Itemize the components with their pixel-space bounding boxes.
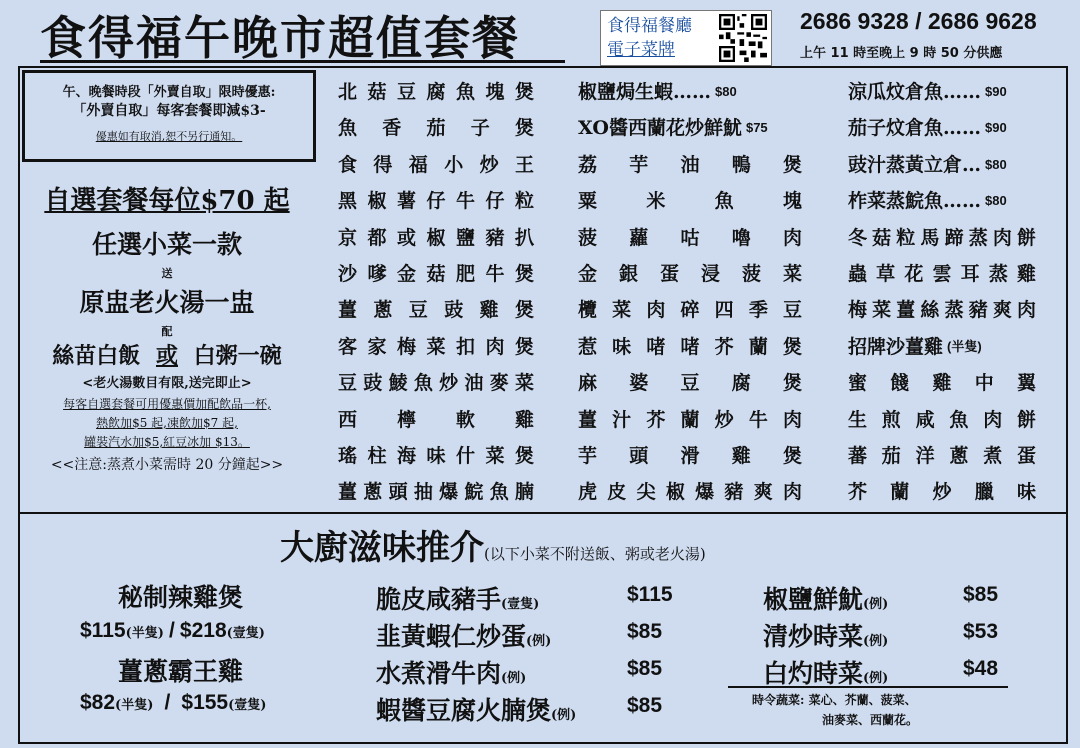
unit: (壹隻) <box>228 698 267 713</box>
menu-item-name: 荔芋油鴨煲 <box>578 153 802 176</box>
set-meal-title: 自選套餐每位$70 起 <box>44 186 290 216</box>
menu-item-name: 金銀蛋浸菠菜 <box>578 262 802 285</box>
chef-dish-name: 白灼時菜 <box>763 659 864 688</box>
set-meal-rice-congee <box>22 339 312 370</box>
menu-item-name: 芋頭滑雞煲 <box>578 444 802 467</box>
menu-item <box>578 329 808 365</box>
chef-dish-price: $115 <box>627 583 673 606</box>
menu-item-name: 芥蘭炒臘味 <box>848 481 1036 504</box>
unit: (壹隻) <box>226 626 265 641</box>
menu-item-name: 蟲草花雲耳蒸雞 <box>848 262 1036 285</box>
menu-item <box>338 74 538 110</box>
ginger-chicken-prices <box>80 691 266 715</box>
menu-item-name: 薑蔥頭抽爆鯇魚腩 <box>338 481 534 504</box>
qr-label <box>607 14 692 62</box>
menu-item <box>338 329 538 365</box>
chef-dish <box>376 580 539 616</box>
chef-dish-name: 蝦醬豆腐火腩煲 <box>376 696 552 725</box>
spicy-chicken-prices <box>80 619 265 643</box>
menu-item-name: 柞菜蒸鯇魚…… <box>848 190 982 213</box>
separator: / <box>164 691 171 714</box>
or-label: 或 <box>155 343 178 369</box>
chef-dish <box>376 617 551 653</box>
takeaway-promo-box <box>22 70 316 162</box>
menu-item-name: 食得福小炒王 <box>338 153 534 176</box>
menu-item-name: 薑蔥豆豉雞煲 <box>338 299 534 322</box>
promo-line2: 「外賣自取」每客套餐即減$3- <box>72 103 266 119</box>
chef-dish-unit: (例) <box>863 634 889 649</box>
chef-dish-price: $85 <box>963 583 999 606</box>
chef-dish-price: $85 <box>627 620 663 643</box>
menu-item-name: 涼瓜炆倉魚…… <box>848 81 982 103</box>
menu-item-name: 茄子炆倉魚…… <box>848 117 982 140</box>
chef-dish <box>376 691 576 727</box>
menu-item-name: 瑤柱海味什菜煲 <box>338 444 534 467</box>
menu-item <box>848 220 1040 256</box>
chef-dish-name: 韭黃蝦仁炒蛋 <box>376 622 527 651</box>
menu-item-name: 粟米魚塊 <box>578 190 802 213</box>
menu-item <box>338 183 538 219</box>
unit: (半隻) <box>115 698 154 713</box>
menu-item-name: 西檸軟雞 <box>338 408 534 431</box>
menu-item <box>578 147 808 183</box>
soup-limited-note: <老火湯數目有限,送完即止> <box>82 376 252 391</box>
phone-numbers[interactable]: 2686 9328 / 2686 9628 <box>800 8 1037 34</box>
menu-item-name: 虎皮尖椒爆豬爽肉 <box>578 481 802 504</box>
menu-item <box>338 474 538 510</box>
chef-dish-ginger-chicken: 薑蔥霸王雞 <box>118 657 244 686</box>
chef-dish-spicy-chicken: 秘制辣雞煲 <box>118 583 244 612</box>
menu-item <box>338 402 538 438</box>
title-underline <box>40 60 565 63</box>
chef-recommend-title: 大廚滋味推介 <box>280 528 484 568</box>
chef-recommend-heading <box>280 520 706 569</box>
menu-item-price: $90 <box>985 120 1007 136</box>
chef-dish-unit: (例) <box>501 671 527 686</box>
menu-item-name: 惹味啫啫芥蘭煲 <box>578 335 802 358</box>
menu-item-name: 北菇豆腐魚塊煲 <box>338 81 534 103</box>
menu-item <box>338 292 538 328</box>
menu-item-price: (半隻) <box>947 338 982 354</box>
menu-item-name: 招牌沙薑雞 <box>848 335 944 358</box>
chef-dish <box>763 617 888 653</box>
menu-column-3 <box>848 74 1040 511</box>
menu-item <box>338 256 538 292</box>
set-meal-section <box>22 180 312 474</box>
chef-recommend-subtitle: (以下小菜不附送飯、粥或老火湯) <box>484 545 706 563</box>
set-meal-connector-2: 配 <box>161 325 173 338</box>
menu-item <box>338 220 538 256</box>
drink-note-2: 熱飲加$5 起,凍飲加$7 起, <box>96 416 238 430</box>
separator: / <box>168 619 175 642</box>
menu-column-2 <box>578 74 808 511</box>
menu-item <box>848 183 1040 219</box>
chef-dish-unit: (例) <box>526 634 552 649</box>
page-title: 食得福午晚市超值套餐 <box>40 11 520 65</box>
price: $82 <box>80 691 116 714</box>
set-meal-connector-1: 送 <box>161 267 173 280</box>
chef-dish-price: $85 <box>627 657 663 680</box>
seasonal-line2: 油麥菜、西蘭花。 <box>822 713 919 727</box>
drink-addon-notes <box>22 395 312 452</box>
menu-item-name: 欖菜肉碎四季豆 <box>578 299 802 322</box>
chef-dish-unit: (例) <box>863 671 889 686</box>
menu-item-name: 魚香茄子煲 <box>338 117 534 140</box>
menu-item-name: 蕃茄洋蔥煮蛋 <box>848 444 1036 467</box>
menu-item <box>578 220 808 256</box>
menu-item-name: 冬菇粒馬蹄蒸肉餅 <box>848 226 1036 249</box>
seasonal-veg-note <box>752 690 918 730</box>
menu-item <box>578 74 808 110</box>
set-meal-soup: 原盅老火湯一盅 <box>79 288 255 317</box>
menu-item-price: $80 <box>985 156 1007 172</box>
unit: (半隻) <box>125 626 164 641</box>
menu-item <box>338 110 538 146</box>
menu-column-1 <box>338 74 538 511</box>
menu-item <box>578 183 808 219</box>
menu-item <box>578 474 808 510</box>
menu-item <box>848 329 1040 365</box>
menu-item <box>578 292 808 328</box>
menu-item-name: 客家梅菜扣肉煲 <box>338 335 534 358</box>
set-meal-choose-dish: 任選小菜一款 <box>91 230 242 259</box>
chef-dish-price: $85 <box>627 694 663 717</box>
menu-item <box>848 474 1040 510</box>
menu-item-price: $75 <box>745 120 768 136</box>
menu-item <box>578 365 808 401</box>
promo-line3: 優惠如有取消,恕不另行通知。 <box>95 130 243 143</box>
chef-dish-price: $48 <box>963 657 999 680</box>
promo-line1: 午、晚餐時段「外賣自取」限時優惠: <box>62 85 276 100</box>
menu-item-price: $80 <box>985 193 1007 209</box>
price: $218 <box>179 619 227 642</box>
chef-dish <box>376 654 526 690</box>
menu-item <box>848 147 1040 183</box>
menu-item-name: 豉汁蒸黃立倉… <box>848 153 982 176</box>
menu-item-price: $80 <box>715 84 737 99</box>
menu-item <box>848 110 1040 146</box>
menu-item-name: 薑汁芥蘭炒牛肉 <box>578 408 802 431</box>
menu-item <box>338 147 538 183</box>
menu-item-name: 蜜餞雞中翼 <box>848 372 1036 395</box>
chef-dish-price: $53 <box>963 620 999 643</box>
congee-label: 白粥一碗 <box>193 343 282 369</box>
menu-item <box>578 438 808 474</box>
menu-item-name: 黑椒薯仔牛仔粒 <box>338 190 534 213</box>
e-menu-qr-box[interactable] <box>600 10 772 66</box>
menu-item <box>848 365 1040 401</box>
rice-label: 絲苗白飯 <box>52 343 141 369</box>
menu-item <box>848 74 1040 110</box>
menu-item <box>338 438 538 474</box>
menu-item-name: 生煎咸魚肉餅 <box>848 408 1036 431</box>
price: $115 <box>80 619 126 642</box>
drink-note-1: 每客自選套餐可用優惠價加配飲品一杯, <box>63 397 271 411</box>
chef-dish-name: 椒鹽鮮魷 <box>763 585 864 614</box>
qr-label-line1: 食得福餐廳 <box>607 16 692 36</box>
seasonal-divider <box>728 686 1008 688</box>
chef-dish <box>763 580 888 616</box>
qr-label-line2: 電子菜牌 <box>607 40 675 60</box>
menu-item <box>848 256 1040 292</box>
menu-item <box>578 402 808 438</box>
chef-dish-unit: (例) <box>551 708 577 723</box>
menu-item-name: 菠蘿咕嚕肉 <box>578 226 802 249</box>
menu-item-name: 沙嗲金菇肥牛煲 <box>338 262 534 285</box>
menu-item-name: 椒鹽焗生蝦…… <box>578 81 712 103</box>
menu-item <box>848 292 1040 328</box>
chef-dish-name: 清炒時菜 <box>763 622 864 651</box>
menu-item <box>848 438 1040 474</box>
chef-dish-unit: (例) <box>863 597 889 612</box>
seasonal-line1: 時令蔬菜: 菜心、芥蘭、菠菜、 <box>752 693 917 707</box>
drink-note-3: 罐裝汽水加$5,紅豆冰加 $13。 <box>84 435 250 449</box>
menu-item-name: 豆豉鯪魚炒油麥菜 <box>338 372 534 395</box>
chef-dish-name: 水煮滑牛肉 <box>376 659 502 688</box>
menu-item-name: XO醬西蘭花炒鮮魷 <box>578 117 742 140</box>
menu-item-price: $90 <box>985 84 1007 99</box>
menu-item-name: 梅菜薑絲蒸豬爽肉 <box>848 299 1036 322</box>
chef-dish-name: 脆皮咸豬手 <box>376 585 502 614</box>
chef-dish <box>763 654 888 690</box>
price: $155 <box>181 691 229 714</box>
chef-dish-unit: (壹隻) <box>501 597 540 612</box>
qr-code-icon[interactable] <box>719 14 767 62</box>
steam-time-warning: <<注意:蒸煮小菜需時 20 分鐘起>> <box>50 457 284 473</box>
menu-item <box>578 110 808 146</box>
menu-item-name: 麻婆豆腐煲 <box>578 372 802 395</box>
menu-item-name: 京都或椒鹽豬扒 <box>338 226 534 249</box>
opening-hours: 上午 11 時至晚上 9 時 50 分供應 <box>800 46 1003 61</box>
menu-item <box>848 402 1040 438</box>
menu-item <box>578 256 808 292</box>
menu-item <box>338 365 538 401</box>
